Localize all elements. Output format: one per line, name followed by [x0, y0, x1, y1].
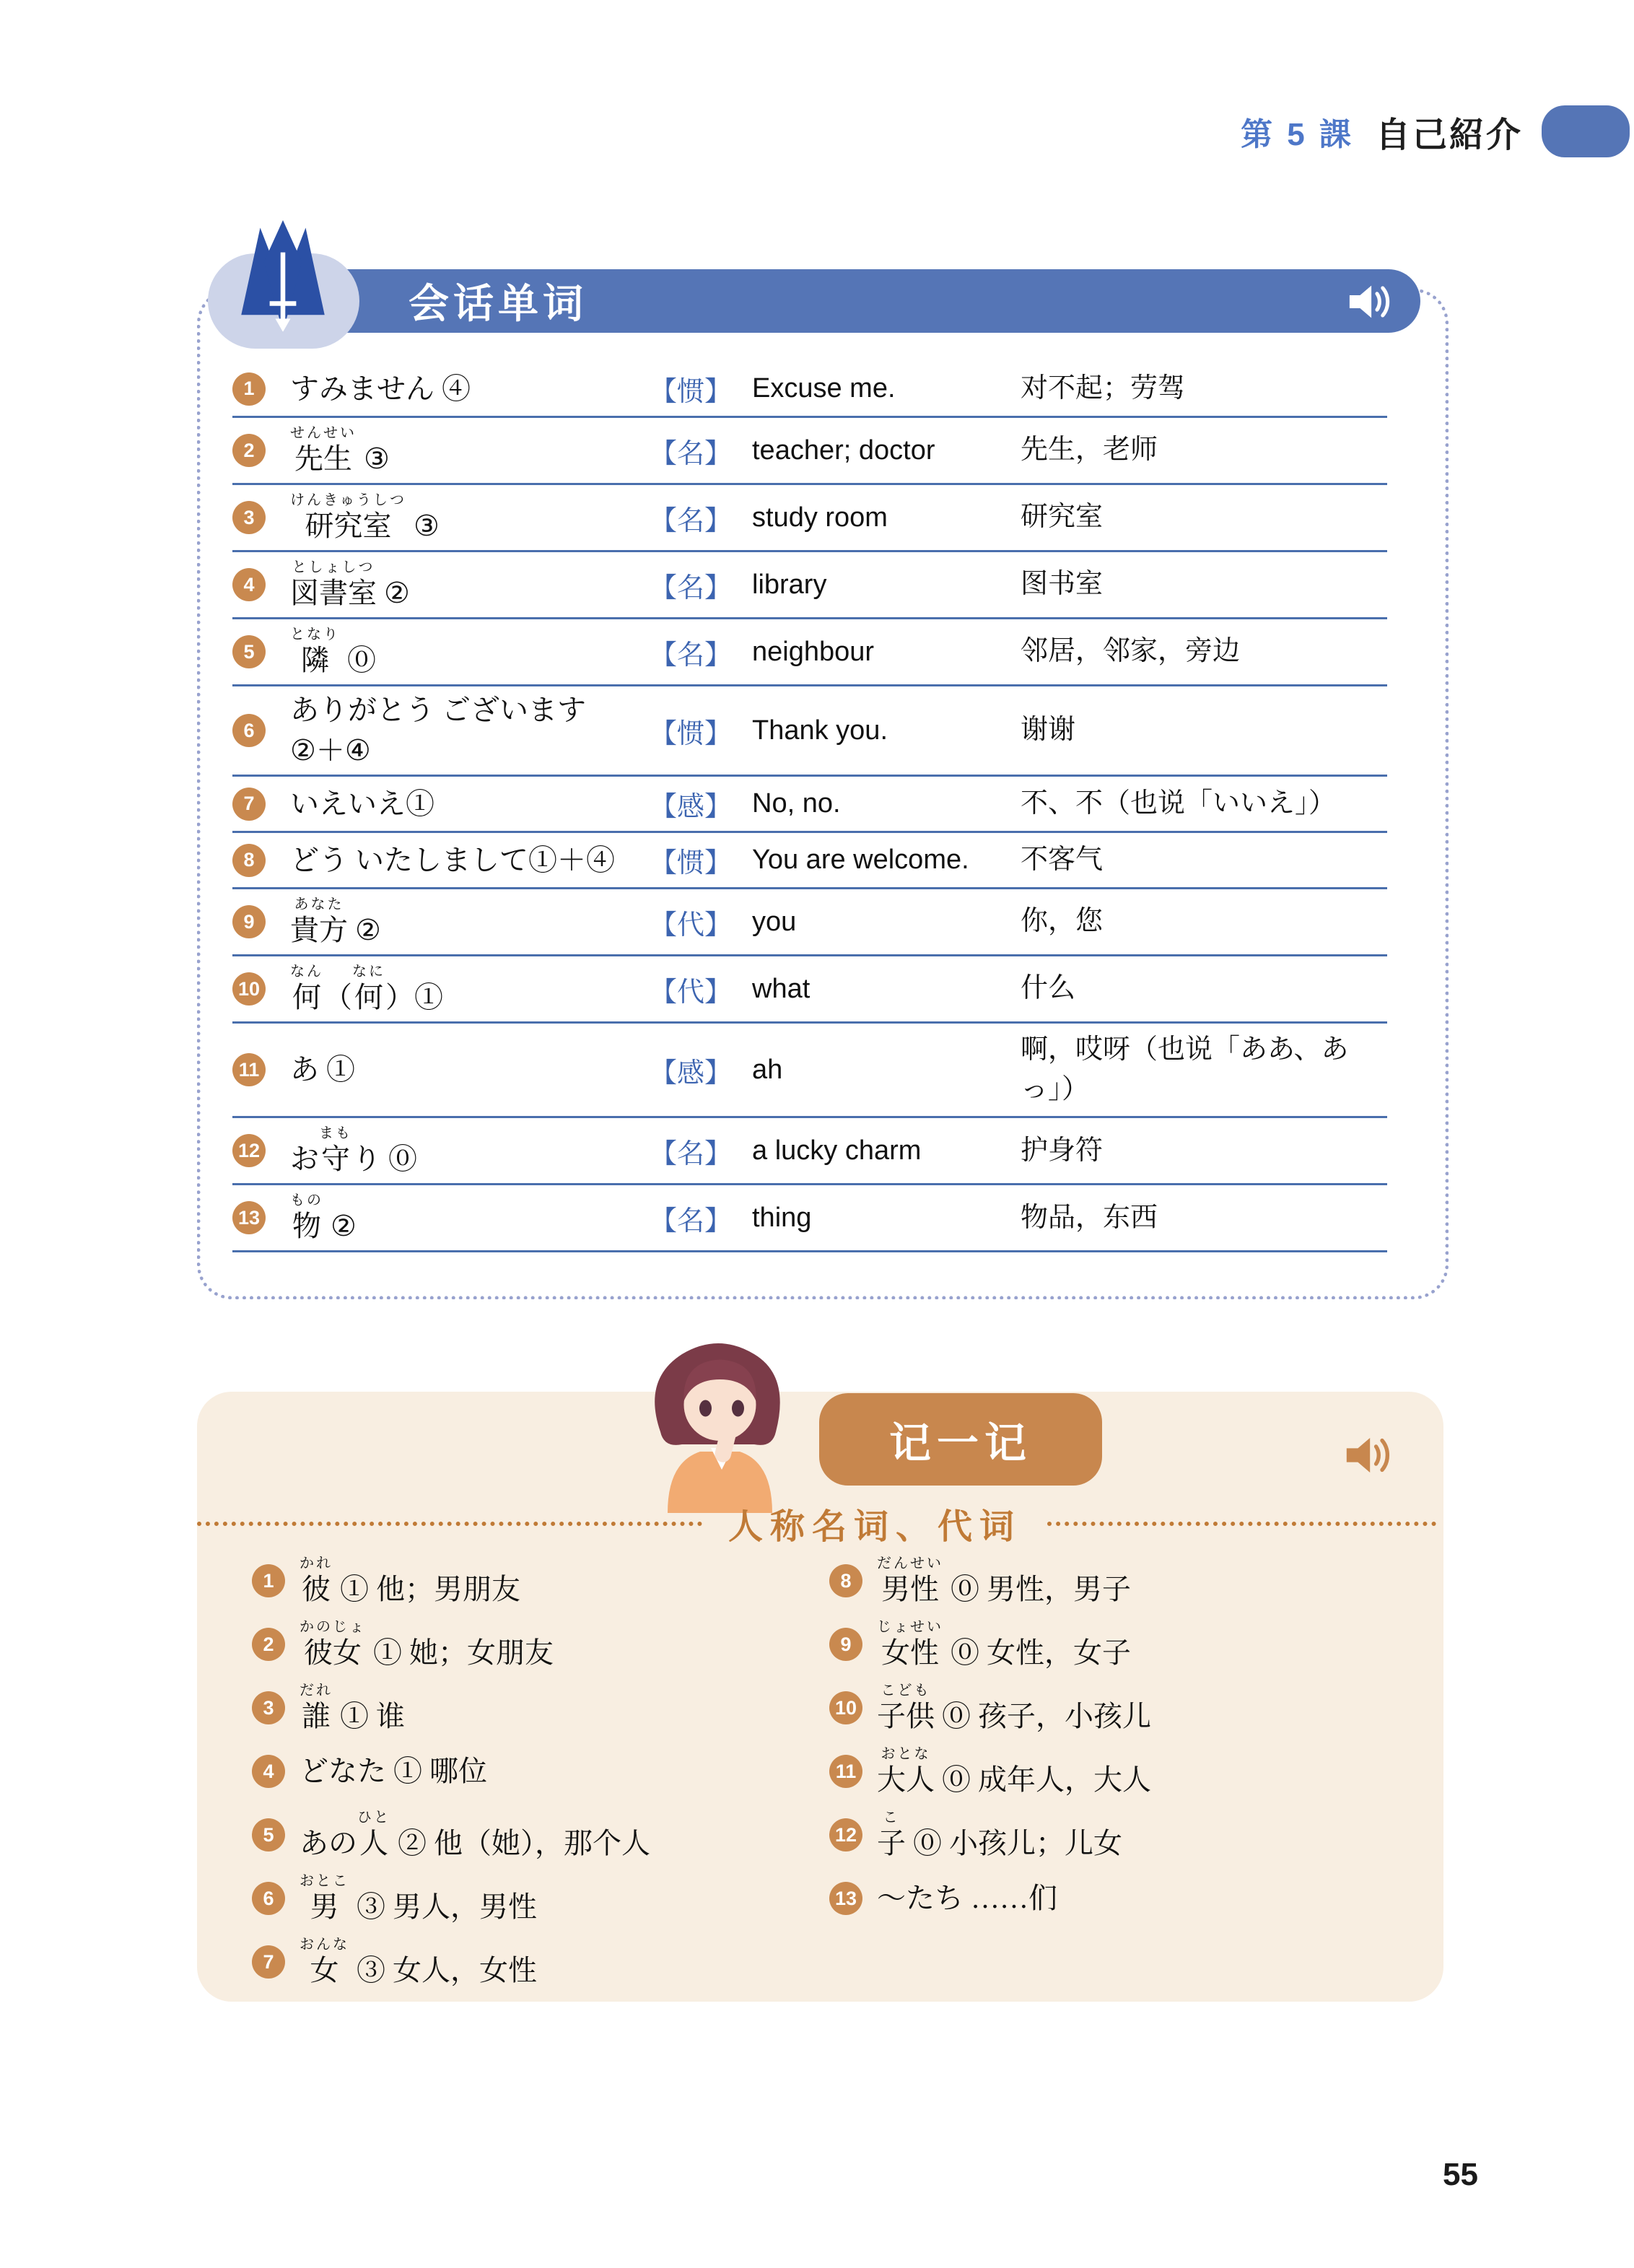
english-meaning: No, no. — [752, 788, 841, 819]
part-of-speech-tag: 【代】 — [650, 977, 733, 1008]
item-number-badge: 3 — [232, 501, 266, 534]
chinese-meaning: 先生，老师 — [1021, 435, 1158, 466]
memo-item-text — [877, 1555, 1131, 1607]
japanese-accent-line: ②＋④ — [290, 734, 371, 767]
part-of-speech-tag: 【惯】 — [650, 848, 733, 878]
dotted-divider — [1047, 1522, 1436, 1526]
vocab-section-title: 会话单词 — [408, 281, 587, 326]
memo-subtitle: 人称名词、代词 — [728, 1508, 1022, 1546]
item-number-badge: 3 — [252, 1691, 285, 1724]
chinese-meaning: 物品，东西 — [1021, 1202, 1158, 1233]
japanese-text-line — [290, 963, 650, 1015]
japanese-word-cell — [290, 1125, 650, 1177]
number-cell — [232, 788, 290, 821]
memo-list-item — [252, 1803, 829, 1867]
memo-columns — [252, 1549, 1407, 1994]
part-of-speech-tag: 【代】 — [650, 910, 733, 941]
memo-list-item — [829, 1549, 1407, 1613]
japanese-base-text: 大人 — [877, 1763, 935, 1796]
item-number-badge: 11 — [829, 1755, 862, 1788]
memo-list-item — [252, 1740, 829, 1803]
number-cell — [232, 844, 290, 877]
chinese-meaning: 不、不（也说「いいえ」） — [1021, 788, 1337, 819]
japanese-word-segment — [349, 1953, 537, 1988]
english-meaning: Thank you. — [752, 715, 888, 746]
item-number-badge: 11 — [232, 1053, 266, 1086]
japanese-base-text: どう いたしまして①＋④ — [290, 843, 615, 876]
english-meaning: You are welcome. — [752, 845, 969, 875]
part-of-speech-tag: 【感】 — [650, 1057, 733, 1089]
japanese-base-text: ありがとう ございます — [290, 694, 586, 726]
number-cell — [232, 635, 290, 668]
japanese-word-cell — [290, 1192, 650, 1244]
japanese-base-text: ② 他（她），那个人 — [390, 1827, 650, 1859]
japanese-word-segment — [300, 1936, 349, 1988]
vocab-row — [232, 777, 1387, 833]
furigana: かのじょ — [300, 1619, 366, 1635]
memo-subtitle-row — [197, 1499, 1443, 1548]
chinese-meaning: 谢谢 — [1021, 715, 1076, 746]
item-number-badge: 8 — [232, 844, 266, 877]
japanese-word-cell — [290, 843, 650, 878]
chinese-meaning: 对不起；劳驾 — [1021, 372, 1186, 404]
japanese-base-text: ～たち ……们 — [877, 1882, 1057, 1914]
japanese-text-line — [300, 1754, 487, 1789]
japanese-word-segment — [366, 1636, 554, 1670]
english-meaning: thing — [752, 1202, 812, 1233]
chinese-meaning: 不客气 — [1021, 844, 1104, 875]
japanese-text-line — [290, 896, 650, 948]
japanese-base-text: 物 — [292, 1210, 321, 1243]
lesson-header — [1241, 105, 1634, 157]
thinking-girl-illustration — [628, 1333, 808, 1513]
japanese-word-segment — [906, 1826, 1122, 1861]
japanese-base-text: ① 谁 — [333, 1700, 405, 1732]
japanese-base-text: 守 — [321, 1143, 350, 1176]
japanese-base-text: 先生 — [294, 442, 352, 475]
vocab-row — [232, 418, 1387, 485]
japanese-text-line — [290, 843, 650, 878]
japanese-base-text: 隣 — [300, 644, 330, 676]
number-cell — [232, 1134, 290, 1167]
vocab-row — [232, 1024, 1387, 1118]
lesson-title: 自己紹介 — [1375, 115, 1523, 154]
japanese-text-line — [300, 1872, 537, 1924]
furigana: こども — [881, 1683, 931, 1698]
chinese-meaning: 邻居，邻家，旁边 — [1021, 636, 1241, 667]
furigana: じょせい — [877, 1619, 943, 1635]
japanese-word-cell — [290, 626, 650, 678]
vocab-row — [232, 1185, 1387, 1252]
japanese-text-line — [290, 492, 650, 544]
memo-item-text — [300, 1754, 487, 1789]
vocab-row — [232, 552, 1387, 619]
japanese-base-text: ③ 女人，女性 — [349, 1954, 537, 1986]
japanese-word-cell — [290, 559, 650, 611]
japanese-base-text: ① 他；男朋友 — [333, 1573, 520, 1605]
japanese-word-segment — [290, 693, 586, 728]
part-of-speech-tag: 【惯】 — [650, 718, 733, 749]
furigana: としょしつ — [292, 559, 375, 575]
memo-item-text — [877, 1809, 1122, 1861]
number-cell — [232, 714, 290, 747]
japanese-text-line — [300, 1936, 537, 1988]
japanese-word-segment — [877, 1555, 943, 1607]
japanese-word-segment — [877, 1809, 906, 1861]
part-of-speech-tag: 【名】 — [650, 1138, 733, 1169]
japanese-base-text: 子 — [877, 1827, 906, 1859]
japanese-word-segment — [319, 1125, 352, 1177]
japanese-word-cell — [290, 372, 650, 406]
vocab-row — [232, 686, 1387, 777]
item-number-badge: 5 — [252, 1818, 285, 1852]
memo-item-text — [300, 1618, 554, 1670]
japanese-word-segment — [352, 963, 385, 1015]
japanese-text-line — [300, 1618, 554, 1670]
furigana: となり — [290, 627, 340, 642]
item-number-badge: 4 — [232, 568, 266, 601]
furigana: かれ — [300, 1556, 333, 1571]
japanese-word-segment — [300, 1872, 349, 1924]
english-meaning: a lucky charm — [752, 1135, 922, 1166]
japanese-base-text: 彼 — [302, 1573, 331, 1605]
memo-list-item — [829, 1613, 1407, 1676]
japanese-word-segment — [323, 980, 352, 1015]
japanese-word-segment — [877, 1745, 935, 1797]
japanese-word-cell — [290, 492, 650, 544]
japanese-word-segment — [323, 1209, 357, 1244]
japanese-base-text: 人 — [359, 1827, 388, 1859]
japanese-word-segment — [333, 1699, 405, 1734]
item-number-badge: 6 — [252, 1882, 285, 1915]
item-number-badge: 2 — [252, 1628, 285, 1661]
english-meaning: what — [752, 973, 811, 1004]
speaker-icon — [1345, 282, 1396, 326]
memo-item-text — [300, 1872, 537, 1924]
furigana: もの — [290, 1192, 323, 1209]
japanese-word-segment — [877, 1618, 943, 1670]
japanese-base-text: 貴方 — [290, 914, 348, 946]
japanese-word-segment — [943, 1636, 1131, 1670]
japanese-text-line — [290, 693, 650, 728]
japanese-word-segment — [385, 980, 443, 1015]
japanese-base-text: 男性 — [881, 1573, 939, 1605]
japanese-word-segment — [290, 1192, 323, 1244]
japanese-text-line — [290, 424, 650, 476]
japanese-text-line — [877, 1881, 1057, 1916]
japanese-word-segment — [352, 1142, 417, 1177]
english-meaning: ah — [752, 1054, 783, 1085]
japanese-word-segment — [877, 1682, 935, 1734]
speaker-icon — [1342, 1434, 1396, 1480]
japanese-base-text: ② — [323, 1210, 357, 1243]
memo-list-item — [829, 1867, 1407, 1930]
item-number-badge: 2 — [232, 434, 266, 467]
japanese-word-cell — [290, 787, 650, 821]
japanese-word-segment — [406, 509, 440, 544]
japanese-text-line — [877, 1555, 1131, 1607]
japanese-word-segment — [300, 1754, 487, 1789]
japanese-base-text: 図書室 — [290, 577, 377, 609]
japanese-text-line — [290, 1052, 650, 1087]
item-number-badge: 1 — [232, 372, 266, 406]
japanese-word-segment — [333, 1572, 520, 1607]
japanese-base-text: ③ — [357, 442, 390, 475]
vocab-row — [232, 485, 1387, 552]
furigana: だんせい — [877, 1556, 943, 1571]
memo-item-text — [877, 1618, 1131, 1670]
japanese-word-segment — [290, 424, 357, 476]
item-number-badge: 7 — [252, 1945, 285, 1979]
dotted-divider — [197, 1522, 702, 1526]
furigana: なに — [352, 964, 385, 980]
memo-panel — [197, 1392, 1443, 2002]
lesson-tab-marker — [1542, 105, 1630, 157]
number-cell — [232, 501, 290, 534]
item-number-badge: 9 — [232, 905, 266, 938]
memo-list-item — [252, 1549, 829, 1613]
item-number-badge: 6 — [232, 714, 266, 747]
crane-badge — [208, 253, 359, 349]
chinese-meaning: 什么 — [1021, 973, 1076, 1004]
page-number: 55 — [1443, 2157, 1478, 2192]
item-number-badge: 12 — [232, 1134, 266, 1167]
japanese-base-text: ⓪ 男性，男子 — [943, 1573, 1131, 1605]
chinese-meaning: 图书室 — [1021, 569, 1104, 600]
japanese-base-text: ⓪ — [340, 644, 376, 676]
japanese-word-segment — [935, 1699, 1151, 1734]
english-meaning: you — [752, 906, 797, 937]
japanese-word-segment — [935, 1763, 1151, 1797]
number-cell — [232, 972, 290, 1006]
vocab-row — [232, 619, 1387, 686]
english-meaning: neighbour — [752, 636, 875, 667]
japanese-base-text: ③ — [406, 510, 440, 542]
memo-item-text — [300, 1809, 650, 1861]
item-number-badge: 9 — [829, 1628, 862, 1661]
item-number-badge: 1 — [252, 1564, 285, 1597]
japanese-base-text: （ — [323, 981, 352, 1013]
vocab-row — [232, 889, 1387, 956]
furigana: だれ — [300, 1683, 333, 1698]
furigana: けんきゅうしつ — [290, 492, 406, 508]
memo-section-title: 记一记 — [819, 1393, 1102, 1486]
memo-column-right — [829, 1549, 1407, 1994]
vocab-row — [232, 833, 1387, 889]
japanese-word-segment — [290, 492, 406, 544]
japanese-word-cell — [290, 1052, 650, 1087]
japanese-text-line — [877, 1618, 1131, 1670]
part-of-speech-tag: 【惯】 — [650, 377, 733, 407]
memo-item-text — [877, 1745, 1151, 1797]
memo-list-item — [252, 1676, 829, 1740]
chinese-meaning: 护身符 — [1021, 1135, 1104, 1166]
japanese-word-segment — [348, 913, 381, 948]
part-of-speech-tag: 【名】 — [650, 505, 733, 536]
memo-list-item — [252, 1930, 829, 1994]
memo-item-text — [300, 1936, 537, 1988]
vocab-row — [232, 956, 1387, 1024]
part-of-speech-tag: 【名】 — [650, 1205, 733, 1237]
japanese-base-text: り ⓪ — [352, 1143, 417, 1176]
vocab-section-header — [244, 269, 1420, 333]
japanese-word-segment — [877, 1881, 1057, 1916]
furigana: ひと — [357, 1810, 390, 1826]
item-number-badge: 13 — [232, 1201, 266, 1234]
number-cell — [232, 1201, 290, 1234]
japanese-word-segment — [300, 1618, 366, 1670]
japanese-text-line — [290, 559, 650, 611]
number-cell — [232, 434, 290, 467]
furigana: おとな — [881, 1746, 931, 1762]
japanese-word-segment — [943, 1572, 1131, 1607]
chinese-meaning: 啊，哎呀（也说「ああ、あっ」） — [1021, 1034, 1349, 1105]
item-number-badge: 7 — [232, 788, 266, 821]
part-of-speech-tag: 【名】 — [650, 438, 733, 469]
japanese-word-segment — [290, 1142, 319, 1177]
japanese-text-line — [300, 1555, 520, 1607]
japanese-text-line — [300, 1809, 650, 1861]
japanese-base-text: 女性 — [881, 1636, 939, 1669]
vocab-table — [232, 362, 1387, 1252]
japanese-text-line — [290, 626, 650, 678]
japanese-word-segment — [357, 442, 390, 476]
item-number-badge: 13 — [829, 1882, 862, 1915]
furigana: おとこ — [300, 1873, 349, 1889]
japanese-word-segment — [377, 576, 410, 611]
item-number-badge: 8 — [829, 1564, 862, 1597]
japanese-word-segment — [349, 1890, 537, 1924]
number-cell — [232, 568, 290, 601]
number-cell — [232, 1053, 290, 1086]
memo-item-text — [300, 1682, 405, 1734]
english-meaning: Excuse me. — [752, 373, 896, 404]
memo-list-item — [829, 1676, 1407, 1740]
japanese-word-cell — [290, 896, 650, 948]
japanese-text-line — [877, 1809, 1122, 1861]
japanese-base-text: どなた ① 哪位 — [300, 1755, 487, 1787]
japanese-text-line — [877, 1745, 1151, 1797]
furigana: こ — [883, 1810, 900, 1826]
part-of-speech-tag: 【名】 — [650, 572, 733, 603]
furigana: あなた — [294, 897, 344, 912]
japanese-word-segment — [357, 1809, 390, 1861]
japanese-base-text: 何 — [292, 981, 321, 1013]
japanese-base-text: ⓪ 孩子，小孩儿 — [935, 1700, 1151, 1732]
japanese-base-text: ③ 男人，男性 — [349, 1890, 537, 1923]
item-number-badge: 5 — [232, 635, 266, 668]
memo-item-text — [877, 1682, 1151, 1734]
japanese-base-text: 何 — [354, 981, 383, 1013]
japanese-word-segment — [290, 963, 323, 1015]
furigana: おんな — [300, 1937, 349, 1953]
japanese-base-text: あの — [300, 1827, 357, 1859]
japanese-base-text: すみません ④ — [290, 372, 471, 405]
origami-crane-icon — [235, 220, 331, 341]
japanese-word-segment — [290, 896, 348, 948]
japanese-base-text: いえいえ① — [290, 787, 434, 820]
chinese-meaning: 你，您 — [1021, 906, 1104, 937]
japanese-text-line — [290, 372, 650, 406]
memo-list-item — [829, 1740, 1407, 1803]
memo-list-item — [252, 1613, 829, 1676]
memo-list-item — [829, 1803, 1407, 1867]
japanese-text-line — [877, 1682, 1151, 1734]
furigana: まも — [319, 1125, 352, 1142]
japanese-base-text: 女 — [310, 1954, 339, 1986]
japanese-word-segment — [300, 1682, 333, 1734]
japanese-word-segment — [300, 1555, 333, 1607]
japanese-base-text: 子供 — [877, 1700, 935, 1732]
furigana: せんせい — [290, 425, 357, 441]
japanese-word-segment — [300, 1826, 357, 1861]
japanese-base-text: 誰 — [302, 1700, 331, 1732]
japanese-base-text: お — [290, 1143, 319, 1176]
japanese-word-segment — [290, 559, 377, 611]
japanese-word-segment — [290, 1052, 355, 1087]
vocab-row — [232, 362, 1387, 418]
part-of-speech-tag: 【名】 — [650, 640, 733, 671]
item-number-badge: 4 — [252, 1755, 285, 1788]
vocab-row — [232, 1118, 1387, 1185]
english-meaning: study room — [752, 502, 888, 533]
memo-column-left — [252, 1549, 829, 1994]
japanese-word-segment — [290, 626, 340, 678]
vocab-panel — [197, 281, 1449, 1299]
japanese-word-segment — [340, 643, 376, 678]
japanese-base-text: 男 — [310, 1890, 339, 1923]
japanese-text-line — [300, 1682, 405, 1734]
japanese-word-segment — [290, 372, 471, 406]
japanese-word-cell — [290, 963, 650, 1015]
lesson-number: 第 5 課 — [1241, 117, 1354, 152]
japanese-base-text: 研究室 — [305, 510, 392, 542]
furigana: なん — [290, 964, 323, 980]
japanese-word-segment — [290, 843, 615, 878]
japanese-base-text: ② — [377, 577, 410, 609]
japanese-word-cell — [290, 693, 650, 768]
number-cell — [232, 905, 290, 938]
japanese-word-segment — [390, 1826, 650, 1861]
japanese-base-text: ① 她；女朋友 — [366, 1636, 554, 1669]
english-meaning: teacher; doctor — [752, 435, 935, 466]
item-number-badge: 10 — [232, 972, 266, 1006]
japanese-text-line — [290, 787, 650, 821]
japanese-base-text: ⓪ 小孩儿；儿女 — [906, 1827, 1122, 1859]
number-cell — [232, 372, 290, 406]
memo-list-item — [252, 1867, 829, 1930]
japanese-word-segment — [290, 787, 434, 821]
english-meaning: library — [752, 569, 827, 600]
japanese-base-text: あ ① — [290, 1053, 355, 1086]
japanese-base-text: ⓪ 成年人，大人 — [935, 1763, 1151, 1796]
part-of-speech-tag: 【感】 — [650, 792, 733, 822]
japanese-base-text: ② — [348, 914, 381, 946]
memo-item-text — [877, 1881, 1057, 1916]
item-number-badge: 10 — [829, 1691, 862, 1724]
chinese-meaning: 研究室 — [1021, 502, 1104, 533]
item-number-badge: 12 — [829, 1818, 862, 1852]
japanese-base-text: ）① — [385, 981, 443, 1013]
japanese-word-cell — [290, 424, 650, 476]
memo-item-text — [300, 1555, 520, 1607]
japanese-base-text: ⓪ 女性，女子 — [943, 1636, 1131, 1669]
japanese-text-line — [290, 1125, 650, 1177]
japanese-base-text: 彼女 — [304, 1636, 362, 1669]
japanese-text-line — [290, 1192, 650, 1244]
